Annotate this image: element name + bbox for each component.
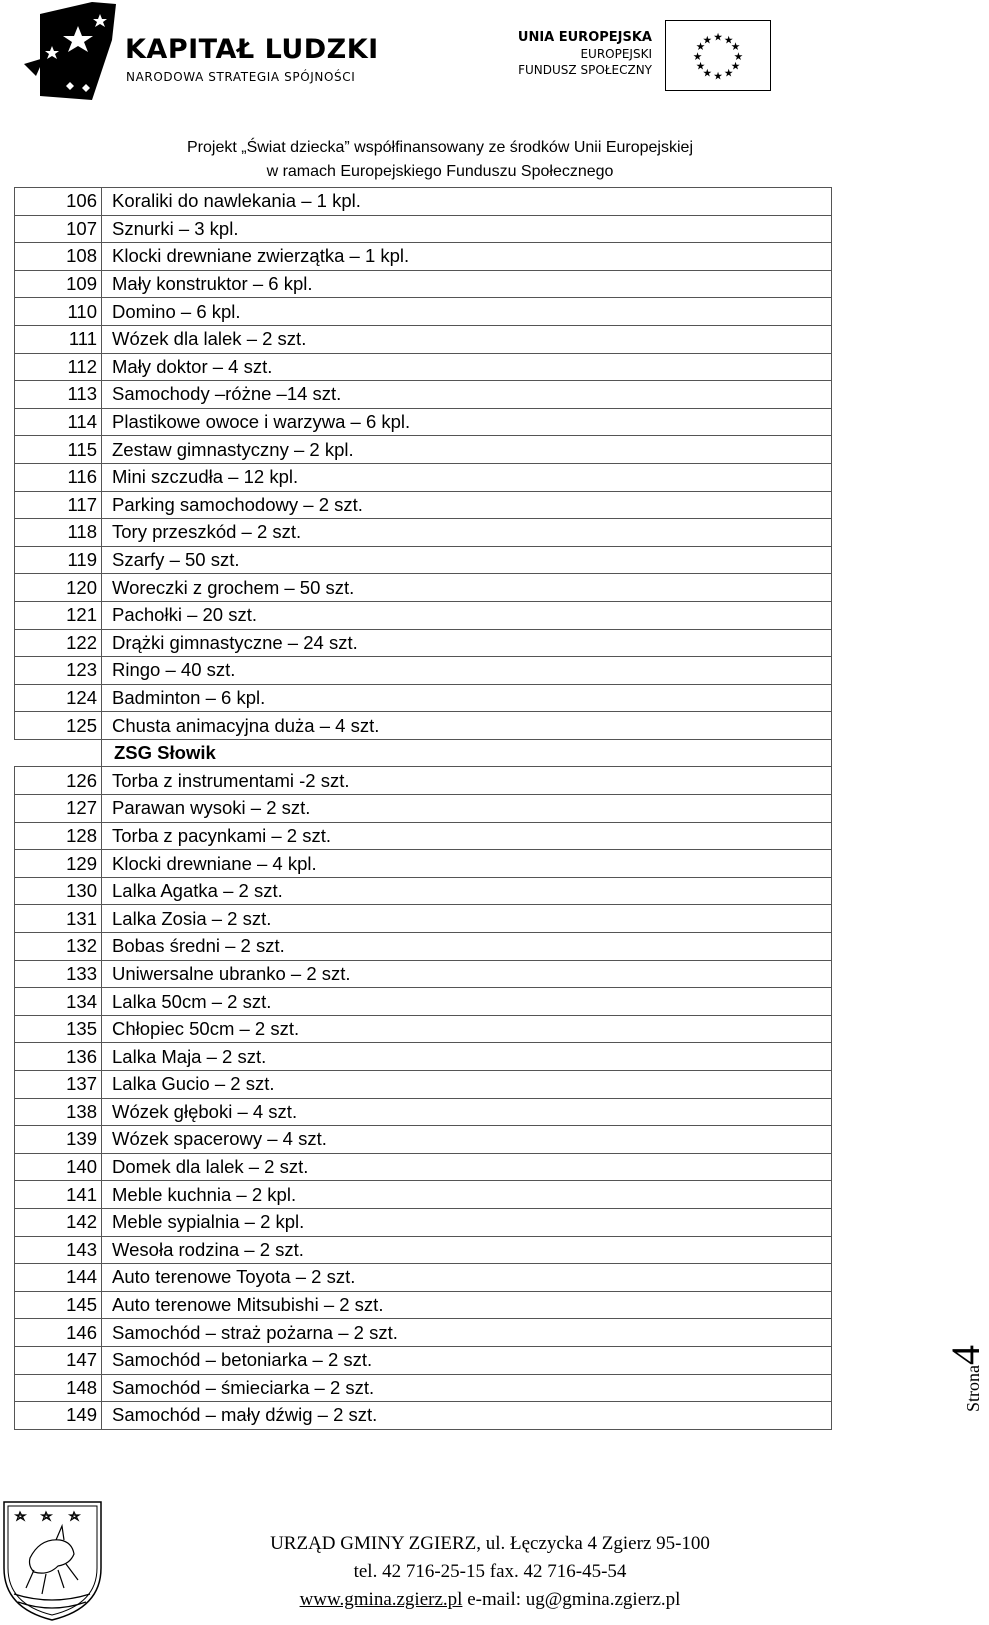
item-name: Meble sypialnia – 2 kpl. (102, 1208, 832, 1236)
table-row (15, 1126, 832, 1154)
item-name: Samochód – mały dźwig – 2 szt. (102, 1402, 832, 1430)
table-row (15, 353, 832, 381)
item-number: 109 (15, 270, 102, 298)
item-name: Torba z instrumentami -2 szt. (102, 767, 832, 795)
item-number: 128 (15, 822, 102, 850)
item-number: 136 (15, 1043, 102, 1071)
eu-flag-icon (665, 20, 771, 91)
item-name: Lalka Maja – 2 szt. (102, 1043, 832, 1071)
item-number: 112 (15, 353, 102, 381)
item-number: 124 (15, 684, 102, 712)
item-number: 130 (15, 877, 102, 905)
table-row (15, 601, 832, 629)
table-row (15, 1402, 832, 1430)
footer-website-link[interactable]: www.gmina.zgierz.pl (299, 1589, 463, 1610)
item-number: 145 (15, 1291, 102, 1319)
item-number: 143 (15, 1236, 102, 1264)
item-name: Chusta animacyjna duża – 4 szt. (102, 712, 832, 740)
table-row (15, 1098, 832, 1126)
item-name: Parking samochodowy – 2 szt. (102, 491, 832, 519)
item-number: 140 (15, 1153, 102, 1181)
table-row (15, 1264, 832, 1292)
table-row (15, 546, 832, 574)
item-name: Auto terenowe Toyota – 2 szt. (102, 1264, 832, 1292)
footer-phone: tel. 42 716-25-15 fax. 42 716-45-54 (353, 1561, 627, 1582)
table-row (15, 188, 832, 216)
table-row (15, 1291, 832, 1319)
item-name: Chłopiec 50cm – 2 szt. (102, 1015, 832, 1043)
item-name: Domek dla lalek – 2 szt. (102, 1153, 832, 1181)
item-name: Auto terenowe Mitsubishi – 2 szt. (102, 1291, 832, 1319)
item-number: 125 (15, 712, 102, 740)
footer-address: URZĄD GMINY ZGIERZ, ul. Łęczycka 4 Zgierz 95-100 (270, 1533, 710, 1554)
item-number: 149 (15, 1402, 102, 1430)
project-line-2: w ramach Europejskiego Funduszu Społecznego (266, 163, 614, 180)
table-row (15, 1208, 832, 1236)
table-row (15, 1043, 832, 1071)
item-name: Wózek dla lalek – 2 szt. (102, 325, 832, 353)
item-name: Samochód – betoniarka – 2 szt. (102, 1346, 832, 1374)
page-number-value: 4 (943, 1345, 988, 1365)
table-row (15, 519, 832, 547)
logo-title: KAPITAŁ LUDZKI (125, 34, 379, 65)
eu-line-1: UNIA EUROPEJSKA (517, 30, 652, 45)
project-info (140, 136, 740, 184)
table-row (15, 574, 832, 602)
table-row (15, 463, 832, 491)
table-row (15, 657, 832, 685)
footer-email[interactable]: e-mail: ug@gmina.zgierz.pl (467, 1589, 681, 1610)
table-row (15, 933, 832, 961)
item-number: 110 (15, 298, 102, 326)
section-title: ZSG Słowik (102, 739, 832, 767)
table-row (15, 1319, 832, 1347)
table-row (15, 960, 832, 988)
table-row (15, 270, 832, 298)
item-name: Koraliki do nawlekania – 1 kpl. (102, 188, 832, 216)
item-name: Domino – 6 kpl. (102, 298, 832, 326)
table-row (15, 877, 832, 905)
table-row (15, 1071, 832, 1099)
item-number: 106 (15, 188, 102, 216)
footer-contact (140, 1586, 840, 1614)
items-body (15, 188, 832, 1430)
svg-text:★: ★ (713, 30, 723, 44)
item-name: Zestaw gimnastyczny – 2 kpl. (102, 436, 832, 464)
table-row (15, 408, 832, 436)
item-number: 116 (15, 463, 102, 491)
item-number: 107 (15, 215, 102, 243)
item-number: 111 (15, 325, 102, 353)
item-name: Lalka 50cm – 2 szt. (102, 988, 832, 1016)
svg-text:★: ★ (702, 33, 713, 47)
item-name: Szarfy – 50 szt. (102, 546, 832, 574)
table-row (15, 243, 832, 271)
table-row (15, 1015, 832, 1043)
eu-line-2: EUROPEJSKI (580, 47, 652, 61)
item-name: Uniwersalne ubranko – 2 szt. (102, 960, 832, 988)
item-name: Samochód – śmieciarka – 2 szt. (102, 1374, 832, 1402)
table-row (15, 850, 832, 878)
table-row (15, 1236, 832, 1264)
item-number: 120 (15, 574, 102, 602)
item-number: 139 (15, 1126, 102, 1154)
item-number: 132 (15, 933, 102, 961)
item-name: Klocki drewniane – 4 kpl. (102, 850, 832, 878)
table-row (15, 712, 832, 740)
page-header (0, 0, 960, 190)
table-row (15, 1346, 832, 1374)
item-name: Mini szczudła – 12 kpl. (102, 463, 832, 491)
item-number: 129 (15, 850, 102, 878)
table-row (15, 298, 832, 326)
table-row (15, 436, 832, 464)
item-number: 135 (15, 1015, 102, 1043)
item-number: 127 (15, 795, 102, 823)
svg-text:★: ★ (695, 59, 706, 73)
item-name: Badminton – 6 kpl. (102, 684, 832, 712)
item-name: Lalka Zosia – 2 szt. (102, 905, 832, 933)
svg-text:★: ★ (730, 40, 741, 54)
item-number: 119 (15, 546, 102, 574)
table-row (15, 684, 832, 712)
item-number: 147 (15, 1346, 102, 1374)
project-line-1: Projekt „Świat dziecka” współfinansowany ze środków Unii Europejskiej (187, 139, 693, 156)
svg-text:★: ★ (713, 69, 723, 83)
item-number: 141 (15, 1181, 102, 1209)
item-number: 133 (15, 960, 102, 988)
item-name: Woreczki z grochem – 50 szt. (102, 574, 832, 602)
item-number: 121 (15, 601, 102, 629)
item-name: Parawan wysoki – 2 szt. (102, 795, 832, 823)
item-name: Klocki drewniane zwierzątka – 1 kpl. (102, 243, 832, 271)
svg-text:★: ★ (723, 33, 734, 47)
table-row (15, 381, 832, 409)
item-name: Meble kuchnia – 2 kpl. (102, 1181, 832, 1209)
item-name: Ringo – 40 szt. (102, 657, 832, 685)
item-number: 138 (15, 1098, 102, 1126)
svg-text:★: ★ (695, 40, 706, 54)
item-number: 126 (15, 767, 102, 795)
item-name: Lalka Agatka – 2 szt. (102, 877, 832, 905)
item-name: Drążki gimnastyczne – 24 szt. (102, 629, 832, 657)
item-number: 117 (15, 491, 102, 519)
table-row (15, 1374, 832, 1402)
table-row (15, 215, 832, 243)
item-name: Wózek głęboki – 4 szt. (102, 1098, 832, 1126)
item-number: 134 (15, 988, 102, 1016)
table-row (15, 905, 832, 933)
page-label: Strona (963, 1365, 983, 1412)
eu-text (500, 30, 652, 78)
item-name: Wózek spacerowy – 4 szt. (102, 1126, 832, 1154)
item-name: Bobas średni – 2 szt. (102, 933, 832, 961)
item-name: Torba z pacynkami – 2 szt. (102, 822, 832, 850)
item-number: 108 (15, 243, 102, 271)
table-row (15, 1153, 832, 1181)
item-number: 148 (15, 1374, 102, 1402)
item-name: Pachołki – 20 szt. (102, 601, 832, 629)
items-table (14, 187, 832, 1430)
item-number: 146 (15, 1319, 102, 1347)
table-row (15, 325, 832, 353)
item-number: 122 (15, 629, 102, 657)
svg-text:★: ★ (730, 59, 741, 73)
item-name: Mały konstruktor – 6 kpl. (102, 270, 832, 298)
item-name: Lalka Gucio – 2 szt. (102, 1071, 832, 1099)
eu-line-3: FUNDUSZ SPOŁECZNY (518, 63, 652, 77)
svg-text:★: ★ (692, 49, 703, 63)
svg-text:★: ★ (723, 66, 734, 80)
page-number (942, 1345, 989, 1412)
table-row (15, 1181, 832, 1209)
table-row (15, 629, 832, 657)
item-number: 114 (15, 408, 102, 436)
table-row (15, 822, 832, 850)
logo-subtitle: NARODOWA STRATEGIA SPÓJNOŚCI (126, 70, 356, 84)
item-number: 118 (15, 519, 102, 547)
item-number (15, 739, 102, 767)
item-name: Sznurki – 3 kpl. (102, 215, 832, 243)
item-name: Samochód – straż pożarna – 2 szt. (102, 1319, 832, 1347)
gmina-crest-icon (0, 1498, 105, 1623)
kapital-ludzki-logo-icon (22, 0, 122, 112)
item-number: 137 (15, 1071, 102, 1099)
item-name: Samochody –różne –14 szt. (102, 381, 832, 409)
item-number: 144 (15, 1264, 102, 1292)
item-number: 123 (15, 657, 102, 685)
item-name: Wesoła rodzina – 2 szt. (102, 1236, 832, 1264)
item-name: Mały doktor – 4 szt. (102, 353, 832, 381)
item-name: Plastikowe owoce i warzywa – 6 kpl. (102, 408, 832, 436)
svg-text:★: ★ (733, 49, 744, 63)
item-number: 131 (15, 905, 102, 933)
section-header-row (15, 739, 832, 767)
item-name: Tory przeszkód – 2 szt. (102, 519, 832, 547)
item-number: 142 (15, 1208, 102, 1236)
table-row (15, 988, 832, 1016)
item-number: 113 (15, 381, 102, 409)
item-number: 115 (15, 436, 102, 464)
table-row (15, 795, 832, 823)
table-row (15, 491, 832, 519)
table-row (15, 767, 832, 795)
svg-text:★: ★ (702, 66, 713, 80)
page-footer (140, 1530, 840, 1614)
